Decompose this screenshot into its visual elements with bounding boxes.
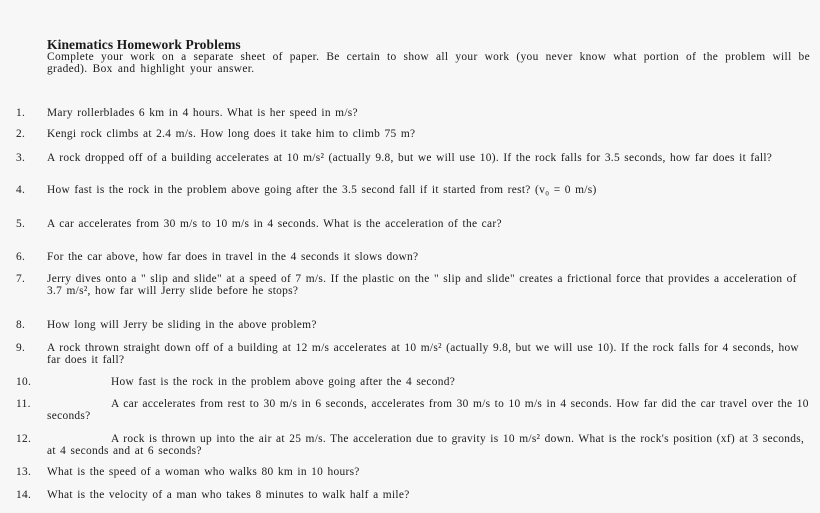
problem-text: A rock thrown straight down off of a building at 12 m/s accelerates at 10 m/s² (actually 9.8, but we will use 10). If the rock falls for 4 seconds, how far does it fall? xyxy=(47,342,799,367)
problem-text: Kengi rock climbs at 2.4 m/s. How long does it take him to climb 75 m? xyxy=(47,128,416,140)
problem-text: What is the speed of a woman who walks 80 km in 10 hours? xyxy=(47,466,360,478)
problem-text: A car accelerates from rest to 30 m/s in 6 seconds, accelerates from 30 m/s to 10 m/s in 4 seconds. How far did the car travel over the 10 seconds? xyxy=(47,398,809,423)
problem-number: 7. xyxy=(16,273,26,285)
problem-number: 12. xyxy=(16,433,32,445)
problem-text: A car accelerates from 30 m/s to 10 m/s in 4 seconds. What is the acceleration of the car? xyxy=(47,218,502,230)
problem-text: How long will Jerry be sliding in the above problem? xyxy=(47,319,317,331)
problem-text: A rock is thrown up into the air at 25 m/s. The acceleration due to gravity is 10 m/s² down. What is the rock's position (xf) at 3 seconds, at 4 seconds and at 6 seconds? xyxy=(47,433,805,458)
instructions: Complete your work on a separate sheet of paper. Be certain to show all your work (you never know what portion of the problem will be graded). Box and highlight your answer. xyxy=(47,51,810,75)
problem-number: 2. xyxy=(16,128,26,140)
problem-number: 9. xyxy=(16,342,26,354)
problem-text: How fast is the rock in the problem above going after the 4 second? xyxy=(111,376,456,388)
problem-number: 5. xyxy=(16,218,26,230)
problem-text: Jerry dives onto a " slip and slide" at a speed of 7 m/s. If the plastic on the " slip and slide" creates a frictional force that provides a acceleration of 3.7 m/s², how far will Jerry slide before he stops? xyxy=(47,273,797,298)
problem-number: 4. xyxy=(16,184,26,196)
problem-number: 11. xyxy=(16,398,31,410)
problem-number: 6. xyxy=(16,251,26,263)
problem-number: 14. xyxy=(16,489,32,501)
problem-text: Mary rollerblades 6 km in 4 hours. What is her speed in m/s? xyxy=(47,107,358,119)
page-title: Kinematics Homework Problems xyxy=(47,37,241,52)
problem-text: For the car above, how far does in travel in the 4 seconds it slows down? xyxy=(47,251,419,263)
problem-number: 8. xyxy=(16,319,26,331)
problem-number: 1. xyxy=(16,107,26,119)
problem-text: How fast is the rock in the problem above going after the 3.5 second fall if it started from rest? (v₀ = 0 m/s) xyxy=(47,184,597,196)
problem-number: 13. xyxy=(16,466,32,478)
problem-text: A rock dropped off of a building accelerates at 10 m/s² (actually 9.8, but we will use 10). If the rock falls for 3.5 seconds, how far does it fall? xyxy=(47,152,773,164)
problem-number: 3. xyxy=(16,152,26,164)
problem-number: 10. xyxy=(16,376,32,388)
problem-text: What is the velocity of a man who takes 8 minutes to walk half a mile? xyxy=(47,489,410,501)
